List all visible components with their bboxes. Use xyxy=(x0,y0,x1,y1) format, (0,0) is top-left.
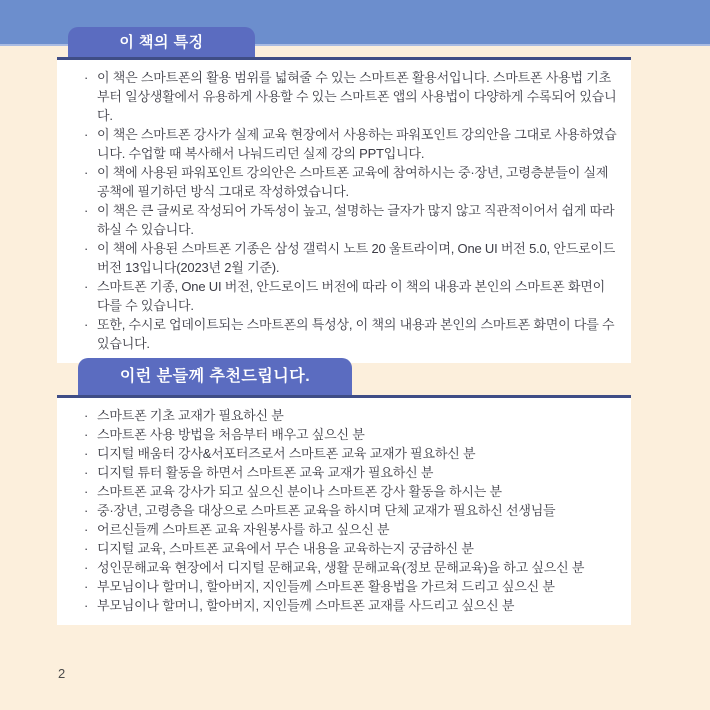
list-item xyxy=(84,558,619,577)
bullet-text: 이 책에 사용된 파워포인트 강의안은 스마트폰 교육에 참여하시는 중·장년, 고령층분들이 실제 공책에 필기하던 방식 그대로 작성하였습니다. xyxy=(97,165,609,199)
bullet-icon: · xyxy=(84,127,89,142)
list-item xyxy=(84,125,619,163)
bullet-icon: · xyxy=(84,598,89,613)
section-title: 이런 분들께 추천드립니다. xyxy=(119,368,311,385)
bullet-icon: · xyxy=(84,560,89,575)
bullet-text: 성인문해교육 현장에서 디지털 문해교육, 생활 문해교육(정보 문해교육)을 하고 싶으신 분 xyxy=(97,560,585,575)
bullet-icon: · xyxy=(84,541,89,556)
list-item xyxy=(84,463,619,482)
section-badge-features xyxy=(68,27,255,57)
list-item xyxy=(84,406,619,425)
bullet-text: 또한, 수시로 업데이트되는 스마트폰의 특성상, 이 책의 내용과 본인의 스마트폰 화면이 다를 수 있습니다. xyxy=(97,317,615,351)
section-panel-recommendation xyxy=(57,395,631,625)
bullet-icon: · xyxy=(84,522,89,537)
list-item xyxy=(84,277,619,315)
bullet-text: 중·장년, 고령층을 대상으로 스마트폰 교육을 하시며 단체 교재가 필요하신 선생님들 xyxy=(97,503,556,518)
bullet-text: 디지털 튜터 활동을 하면서 스마트폰 교육 교재가 필요하신 분 xyxy=(97,465,434,480)
list-item xyxy=(84,596,619,615)
bullet-text: 부모님이나 할머니, 할아버지, 지인들께 스마트폰 활용법을 가르쳐 드리고 싶으신 분 xyxy=(97,579,555,594)
list-item xyxy=(84,425,619,444)
list-item xyxy=(84,539,619,558)
bullet-icon: · xyxy=(84,279,89,294)
bullet-icon: · xyxy=(84,70,89,85)
bullet-icon: · xyxy=(84,241,89,256)
bullet-text: 디지털 배움터 강사&서포터즈로서 스마트폰 교육 교재가 필요하신 분 xyxy=(97,446,476,461)
section-badge-recommendation xyxy=(78,358,352,395)
list-item xyxy=(84,239,619,277)
list-item xyxy=(84,68,619,125)
section-title: 이 책의 특징 xyxy=(119,34,204,51)
bullet-text: 스마트폰 교육 강사가 되고 싶으신 분이나 스마트폰 강사 활동을 하시는 분 xyxy=(97,484,502,499)
bullet-icon: · xyxy=(84,465,89,480)
bullet-icon: · xyxy=(84,427,89,442)
list-item xyxy=(84,520,619,539)
bullet-text: 스마트폰 사용 방법을 처음부터 배우고 싶으신 분 xyxy=(97,427,365,442)
bullet-icon: · xyxy=(84,503,89,518)
list-item xyxy=(84,201,619,239)
bullet-text: 이 책은 스마트폰의 활용 범위를 넓혀줄 수 있는 스마트폰 활용서입니다. 스마트폰 사용법 기초부터 일상생활에서 유용하게 사용할 수 있는 스마트폰 앱의 사용법이 다양하게 수록되어 있습니다. xyxy=(97,70,617,123)
bullet-icon: · xyxy=(84,484,89,499)
bullet-text: 스마트폰 기초 교재가 필요하신 분 xyxy=(97,408,284,423)
bullet-icon: · xyxy=(84,579,89,594)
bullet-text: 어르신들께 스마트폰 교육 자원봉사를 하고 싶으신 분 xyxy=(97,522,390,537)
bullet-text: 스마트폰 기종, One UI 버전, 안드로이드 버전에 따라 이 책의 내용과 본인의 스마트폰 화면이 다를 수 있습니다. xyxy=(97,279,605,313)
page-number: 2 xyxy=(58,666,66,681)
list-item xyxy=(84,501,619,520)
bullet-icon: · xyxy=(84,446,89,461)
bullet-icon: · xyxy=(84,165,89,180)
bullet-list xyxy=(84,68,619,353)
bullet-list xyxy=(84,406,619,615)
bullet-icon: · xyxy=(84,408,89,423)
list-item xyxy=(84,444,619,463)
list-item xyxy=(84,163,619,201)
bullet-text: 이 책은 큰 글씨로 작성되어 가독성이 높고, 설명하는 글자가 많지 않고 직관적이어서 쉽게 따라 하실 수 있습니다. xyxy=(97,203,615,237)
list-item xyxy=(84,577,619,596)
bullet-icon: · xyxy=(84,317,89,332)
bullet-text: 이 책에 사용된 스마트폰 기종은 삼성 갤럭시 노트 20 울트라이며, One UI 버전 5.0, 안드로이드 버전 13입니다(2023년 2월 기준). xyxy=(97,241,616,275)
list-item xyxy=(84,315,619,353)
bullet-text: 부모님이나 할머니, 할아버지, 지인들께 스마트폰 교재를 사드리고 싶으신 분 xyxy=(97,598,515,613)
section-panel-features xyxy=(57,57,631,363)
bullet-text: 디지털 교육, 스마트폰 교육에서 무슨 내용을 교육하는지 궁금하신 분 xyxy=(97,541,474,556)
bullet-text: 이 책은 스마트폰 강사가 실제 교육 현장에서 사용하는 파워포인트 강의안을 그대로 사용하였습니다. 수업할 때 복사해서 나눠드리던 실제 강의 PPT입니다. xyxy=(97,127,617,161)
list-item xyxy=(84,482,619,501)
bullet-icon: · xyxy=(84,203,89,218)
